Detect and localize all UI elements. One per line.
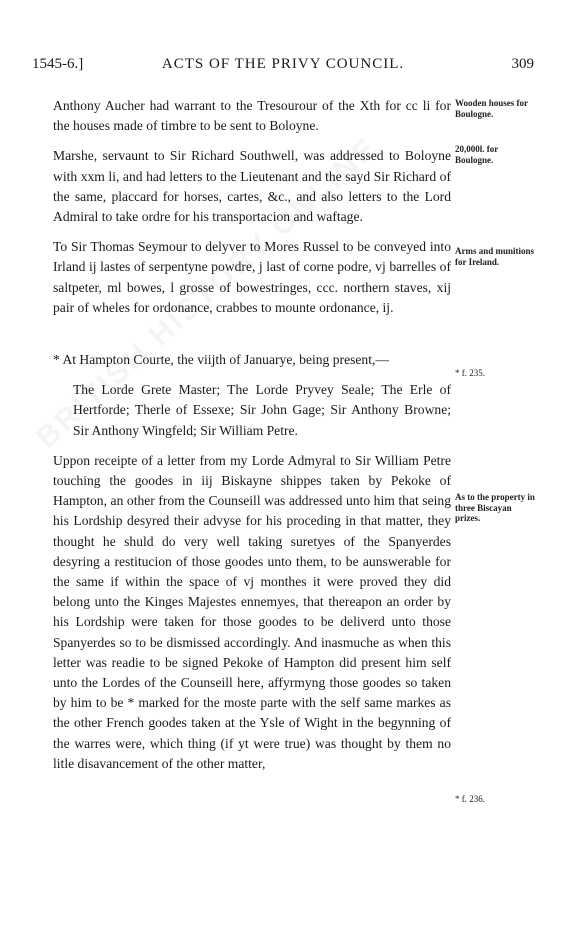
attendees-list: The Lorde Grete Master; The Lorde Pryvey Seale; The Erle of Hertforde; Therle of Essexe; Sir John Gage; Sir Anthony Browne; Sir Anthony Wingfeld; Sir William Petre. [73,382,451,438]
page-number: 309 [511,56,534,72]
margin-note-folio-235: * f. 235. [455,368,485,378]
margin-note-wooden-houses: Wooden houses for Boulogne. [455,98,528,119]
paragraph-marshe: Marshe, servaunt to Sir Richard Southwell, was addressed to Boloyne with xxm li, and had letters to the Lieutenant and the sayd Sir Richard of the same, placcard for horses, cartes, &c., and also letters to the Lord Admiral to take ordre for his transportacion and waftage. [53,148,451,225]
margin-note-arms-ireland: Arms and munitions for Ireland. [455,246,535,267]
header-title: ACTS OF THE PRIVY COUNCIL. [161,56,405,72]
paragraph-biscayan-prizes: Uppon receipte of a letter from my Lorde Admyral to Sir William Petre touching the goodes in iij Biskayne shippes taken by Pekoke of Hampton, an other from the Counseill was addressed unto him that seing his Lordship desyred their advyse for his proceding in that matter, they thought he shuld do very well taking suretyes of the Spanyerdes desyring a restitucion of those goodes unto them, to be aunswerable for the same if within the space of vj monthes it were proved they did belong unto the Kinges Majestes ennemyes, that thereapon an order by his Lordship were taken for those goodes to be deliverd unto those Spanyerdes so to be dismissed accordingly. And inasmuche as when this letter was readie to be signed Pekoke of Hampton did present him self unto the Lordes of the Counseill here, affyrmyng those goodes so taken by him to be * marked for the moste parte with the self same markes as the other French goodes taken at the Ysle of Wight in the begynning of the warres were, which thing (if yt were true) was thought by them no litle disavancement of the other matter, [53,452,451,771]
header-date-range: 1545-6.] [32,56,84,72]
running-header [32,56,534,78]
body-text [53,96,451,784]
meeting-heading: * At Hampton Courte, the viijth of Januarye, being present,— [53,352,390,368]
margin-note-biscayan-prizes: As to the property in three Biscayan prizes. [455,492,535,523]
paragraph-wooden-houses: Anthony Aucher had warrant to the Tresourour of the Xth for cc li for the houses made of timbre to be sent to Boloyne. [53,98,451,134]
margin-note-folio-236: * f. 236. [455,794,485,804]
margin-note-boulogne-money: 20,000l. for Boulogne. [455,144,499,165]
paragraph-arms-ireland: To Sir Thomas Seymour to delyver to Mores Russel to be conveyed into Irland ij lastes of serpentyne powdre, j last of corne podre, vj barrelles of saltpeter, ml bowes, l grosse of bowestringes, ccc. northern staves, xij pair of wheles for ordonance, crabbes to mounte ordonance, ij. [53,239,451,315]
